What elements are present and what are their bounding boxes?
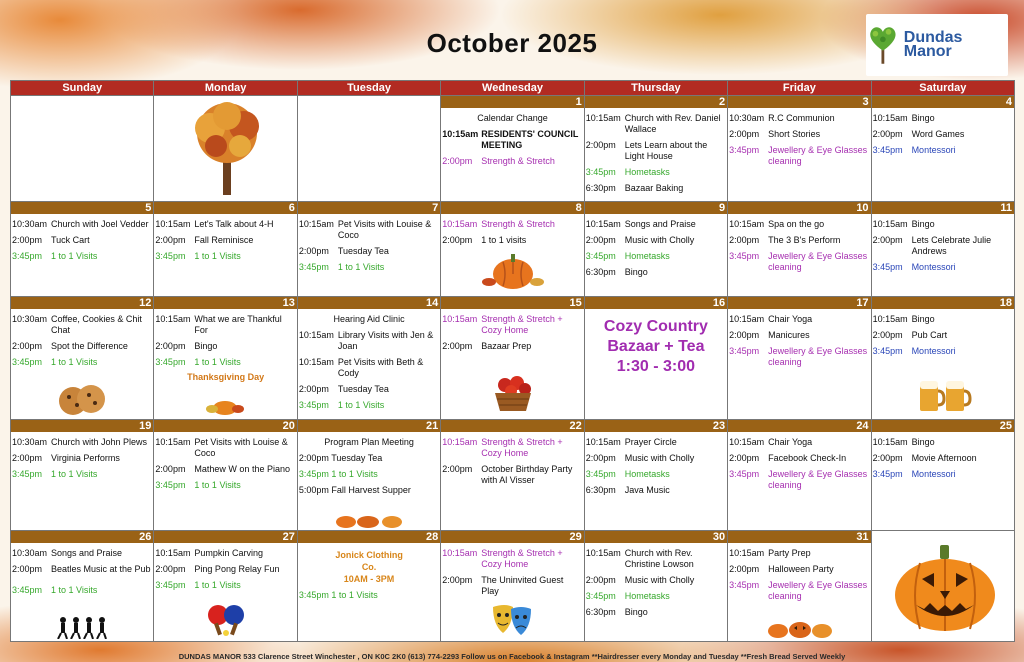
dow-thursday: Thursday <box>585 81 728 96</box>
day-number: 19 <box>11 420 153 432</box>
event-item: 3:45pm Jewellery & Eye Glasses cleaning <box>729 346 868 367</box>
day-number: 14 <box>298 297 440 309</box>
event-item: 2:00pm Movie Afternoon <box>872 453 977 463</box>
event-item: 3:45pm Jewellery & Eye Glasses cleaning <box>729 145 868 166</box>
day-number: 7 <box>298 202 440 214</box>
day-cell-4 <box>872 96 1015 202</box>
heart-tree-icon <box>866 21 900 69</box>
event-item: 2:00pm October Birthday Party with Al Visser <box>442 464 573 485</box>
day-cell-10 <box>728 202 871 297</box>
event-item: 10:15am Church with Rev. Christine Lowson <box>585 548 694 569</box>
day-number: 25 <box>872 420 1014 432</box>
day-cell-15 <box>441 297 584 420</box>
event-item: 3:45pm 1 to 1 Visits <box>12 469 98 479</box>
event-item: 2:00pm Pub Cart <box>872 330 948 340</box>
day-number: 30 <box>585 531 727 543</box>
event-item: 3:45pm 1 to 1 Visits <box>298 469 378 479</box>
ping-pong-icon <box>204 603 248 637</box>
event-item: 3:45pm 1 to 1 Visits <box>12 585 98 595</box>
day-number: 20 <box>154 420 296 432</box>
event-item: 2:00pm Lets Celebrate Julie Andrews <box>872 235 992 256</box>
event-item: 2:00pm Mathew W on the Piano <box>155 464 290 474</box>
day-number: 21 <box>298 420 440 432</box>
event-item: 10:30am Church with Joel Vedder <box>12 219 149 229</box>
day-number: 1 <box>441 96 583 108</box>
dow-sunday: Sunday <box>11 81 154 96</box>
event-item: 10:15am Bingo <box>872 314 935 324</box>
day-cell-1 <box>441 96 584 202</box>
event-item: 10:15am Bingo <box>872 437 935 447</box>
event-item: 2:00pm Strength & Stretch <box>442 156 555 166</box>
day-cell-24 <box>728 420 871 531</box>
day-number: 4 <box>872 96 1014 108</box>
day-number: 24 <box>728 420 870 432</box>
day-number: 23 <box>585 420 727 432</box>
event-item: 10:15am What we are Thankful For <box>155 314 282 335</box>
day-cell-30 <box>585 531 728 642</box>
day-number: 8 <box>441 202 583 214</box>
halloween-party-icon <box>764 615 836 639</box>
dow-monday: Monday <box>154 81 297 96</box>
bazaar-event: Cozy Country Bazaar + Tea 1:30 - 3:00 <box>603 318 708 375</box>
harvest-icon <box>204 395 246 415</box>
day-cell-12 <box>11 297 154 420</box>
event-item: 3:45pm Montessori <box>872 346 956 356</box>
event-item: 10:15am Bingo <box>872 113 935 123</box>
day-cell-9 <box>585 202 728 297</box>
day-number: 27 <box>154 531 296 543</box>
day-cell-14 <box>298 297 441 420</box>
day-cell-5 <box>11 202 154 297</box>
event-item: 6:30pm Bingo <box>585 607 648 617</box>
day-cell-7 <box>298 202 441 297</box>
day-number: 11 <box>872 202 1014 214</box>
event-item: 10:15am Pet Visits with Louise & Coco <box>155 437 288 458</box>
logo-text: Dundas Manor <box>903 29 963 60</box>
event-item: 6:30pm Bazaar Baking <box>585 183 684 193</box>
event-item: 2:00pm Spot the Difference <box>12 341 128 351</box>
apple-basket-icon <box>491 371 535 415</box>
event-item: 2:00pm Tuesday Tea <box>298 453 383 463</box>
day-cell-29 <box>441 531 584 642</box>
dow-tuesday: Tuesday <box>298 81 441 96</box>
event-item: 2:00pm Bazaar Prep <box>442 341 532 351</box>
event-item: Program Plan Meeting <box>324 437 414 447</box>
dow-wednesday: Wednesday <box>441 81 584 96</box>
event-item: 3:45pm 1 to 1 Visits <box>155 251 241 261</box>
event-item: 2:00pm Short Stories <box>729 129 821 139</box>
event-item: 2:00pm Manicures <box>729 330 810 340</box>
day-number: 9 <box>585 202 727 214</box>
event-item: 10:30am R.C Communion <box>729 113 835 123</box>
event-item: 2:00pm Tuck Cart <box>12 235 90 245</box>
event-item: 2:00pm Facebook Check-In <box>729 453 847 463</box>
day-cell-31 <box>728 531 871 642</box>
event-item: 10:15am Pet Visits with Louise & Coco <box>298 219 432 240</box>
event-item: 3:45pm 1 to 1 Visits <box>298 400 385 410</box>
event-item: 10:15am Pet Visits with Beth & Cody <box>298 357 424 378</box>
event-item: 3:45pm Hometasks <box>585 591 670 601</box>
day-cell-23 <box>585 420 728 531</box>
day-cell-21 <box>298 420 441 531</box>
day-cell-18 <box>872 297 1015 420</box>
empty-day-cell <box>298 96 441 202</box>
day-cell-8 <box>441 202 584 297</box>
day-number: 29 <box>441 531 583 543</box>
event-item: 2:00pm The 3 B's Perform <box>729 235 841 245</box>
day-number: 31 <box>728 531 870 543</box>
event-item: 2:00pm Fall Reminisce <box>155 235 254 245</box>
pumpkin-icon <box>481 248 545 292</box>
day-cell-27 <box>154 531 297 642</box>
dow-friday: Friday <box>728 81 871 96</box>
event-item: 10:30am Church with John Plews <box>12 437 148 447</box>
day-number: 22 <box>441 420 583 432</box>
event-item: 2:00pm Virginia Performs <box>12 453 120 463</box>
calendar-title: October 2025 <box>426 28 598 58</box>
day-number: 6 <box>154 202 296 214</box>
event-item: 10:30am Coffee, Cookies & Chit Chat <box>12 314 142 335</box>
day-cell-16 <box>585 297 728 420</box>
event-item: 2:00pm Bingo <box>155 341 218 351</box>
day-number: 13 <box>154 297 296 309</box>
event-item: 2:00pm Music with Cholly <box>585 575 695 585</box>
event-item: 3:45pm Montessori <box>872 469 956 479</box>
day-number: 5 <box>11 202 153 214</box>
day-number: 15 <box>441 297 583 309</box>
cookies-icon <box>55 381 109 417</box>
event-item: 10:15am Strength & Stretch + Cozy Home <box>442 437 563 458</box>
event-item: 10:15am Bingo <box>872 219 935 229</box>
event-item: 6:30pm Bingo <box>585 267 648 277</box>
event-item: 10:15am Strength & Stretch + Cozy Home <box>442 548 563 569</box>
day-cell-20 <box>154 420 297 531</box>
event-item: 10:15am Let's Talk about 4-H <box>155 219 274 229</box>
jonick-clothing-event: Jonick Clothing Co. 10AM - 3PM <box>335 550 403 584</box>
event-item: 2:00pm Halloween Party <box>729 564 834 574</box>
event-item: Hearing Aid Clinic <box>333 314 405 324</box>
day-cell-26 <box>11 531 154 642</box>
event-item: 10:15am Church with Rev. Daniel Wallace <box>585 113 721 134</box>
event-item: 3:45pm 1 to 1 Visits <box>155 580 241 590</box>
event-item: 2:00pm Ping Pong Relay Fun <box>155 564 280 574</box>
day-cell-19 <box>11 420 154 531</box>
day-cell-17 <box>728 297 871 420</box>
day-cell-13 <box>154 297 297 420</box>
dow-saturday: Saturday <box>872 81 1015 96</box>
event-item: 3:45pm Hometasks <box>585 251 670 261</box>
event-item: 2:00pm Word Games <box>872 129 965 139</box>
jack-o-lantern-icon <box>890 543 1000 633</box>
event-item: 10:15am Chair Yoga <box>729 314 813 324</box>
day-number: 17 <box>728 297 870 309</box>
event-item: 3:45pm 1 to 1 Visits <box>12 357 98 367</box>
event-item: 3:45pm Hometasks <box>585 469 670 479</box>
event-item: 3:45pm Montessori <box>872 145 956 155</box>
event-item: 10:15am Prayer Circle <box>585 437 677 447</box>
beer-mugs-icon <box>914 373 972 415</box>
day-cell-22 <box>441 420 584 531</box>
day-cell-28 <box>298 531 441 642</box>
day-number: 12 <box>11 297 153 309</box>
harvest-pumpkins-icon <box>334 514 406 528</box>
calendar-grid <box>10 80 1015 642</box>
event-item: 3:45pm Jewellery & Eye Glasses cleaning <box>729 580 868 601</box>
event-item: 3:45pm 1 to 1 Visits <box>298 590 378 600</box>
event-item: 10:15am Party Prep <box>729 548 811 558</box>
event-item: 3:45pm Montessori <box>872 262 956 272</box>
day-cell-2 <box>585 96 728 202</box>
day-number: 10 <box>728 202 870 214</box>
event-item: 5:00pm Fall Harvest Supper <box>298 485 411 495</box>
day-number: 26 <box>11 531 153 543</box>
event-item: 3:45pm 1 to 1 Visits <box>12 251 98 261</box>
event-item: 3:45pm Jewellery & Eye Glasses cleaning <box>729 251 868 272</box>
event-item: 10:15am RESIDENTS' COUNCIL MEETING <box>442 129 579 150</box>
event-item: 3:45pm 1 to 1 Visits <box>155 480 241 490</box>
empty-day-cell <box>154 96 297 202</box>
dundas-manor-logo <box>866 14 1008 76</box>
theatre-masks-icon <box>489 603 535 637</box>
event-item: 2:00pm Tuesday Tea <box>298 246 389 256</box>
event-item: 2:00pm Music with Cholly <box>585 453 695 463</box>
event-item: 10:15am Pumpkin Carving <box>155 548 263 558</box>
autumn-tree-icon <box>182 98 272 198</box>
event-item: 3:45pm Jewellery & Eye Glasses cleaning <box>729 469 868 490</box>
halloween-pumpkin-cell <box>872 531 1015 642</box>
event-item: 2:00pm Music with Cholly <box>585 235 695 245</box>
holiday-label: Thanksgiving Day <box>187 372 265 382</box>
event-item: 10:15am Strength & Stretch + Cozy Home <box>442 314 563 335</box>
event-item: 10:15am Library Visits with Jen & Joan <box>298 330 434 351</box>
footer-info: DUNDAS MANOR 533 Clarence Street Winchester , ON K0C 2K0 (613) 774-2293 Follow us on Facebook & Instagram **Hairdresser every Monday and Tuesday **Fresh Bread Served Weekly <box>178 652 846 661</box>
day-cell-11 <box>872 202 1015 297</box>
event-item: 2:00pm 1 to 1 visits <box>442 235 527 245</box>
event-item: 3:45pm 1 to 1 Visits <box>298 262 385 272</box>
day-number: 16 <box>585 297 727 309</box>
event-item: 10:30am Songs and Praise <box>12 548 123 558</box>
event-item: 10:15am Strength & Stretch <box>442 219 555 229</box>
beatles-silhouette-icon <box>55 615 111 639</box>
event-item: 3:45pm Hometasks <box>585 167 670 177</box>
event-item: 2:00pm Beatles Music at the Pub <box>12 564 151 574</box>
event-item: 10:15am Chair Yoga <box>729 437 813 447</box>
empty-day-cell <box>11 96 154 202</box>
event-item: 10:15am Songs and Praise <box>585 219 696 229</box>
day-number: 28 <box>298 531 440 543</box>
day-number: 2 <box>585 96 727 108</box>
event-item: 2:00pm Lets Learn about the Light House <box>585 140 708 161</box>
day-cell-3 <box>728 96 871 202</box>
event-item: Calendar Change <box>477 113 548 123</box>
day-cell-6 <box>154 202 297 297</box>
event-item: 2:00pm The Uninvited Guest Play <box>442 575 564 596</box>
event-item: 2:00pm Tuesday Tea <box>298 384 389 394</box>
event-item: 6:30pm Java Music <box>585 485 670 495</box>
event-item: 3:45pm 1 to 1 Visits <box>155 357 241 367</box>
day-number: 3 <box>728 96 870 108</box>
day-cell-25 <box>872 420 1015 531</box>
day-number: 18 <box>872 297 1014 309</box>
event-item: 10:15am Spa on the go <box>729 219 825 229</box>
